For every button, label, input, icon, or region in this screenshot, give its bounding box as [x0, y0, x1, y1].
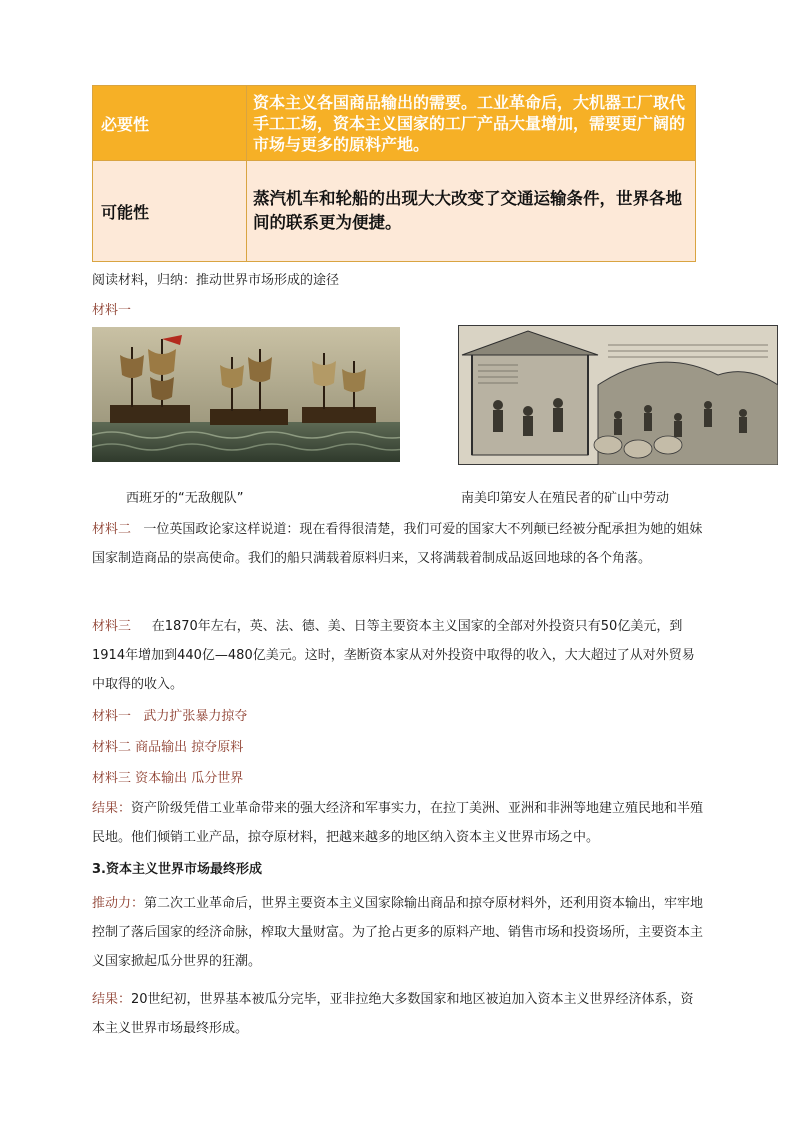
table-row	[93, 161, 696, 262]
armada-caption: 西班牙的“无敌舰队”	[126, 491, 244, 506]
result1-label: 结果：	[92, 801, 132, 816]
material1-heading: 材料一	[92, 303, 132, 318]
summary-line	[92, 708, 247, 726]
summary-text: 武力扩张暴力掠夺	[143, 709, 248, 724]
row-label: 可能性	[93, 161, 247, 262]
summary-text: 商品输出 掠夺原料	[135, 740, 244, 755]
driving-force-text: 第二次工业革命后，世界主要资本主义国家除输出商品和掠夺原材料外，还利用资本输出，牢牢地控制了落后国家的经济命脉，榨取大量财富。为了抢占更多的原料产地、销售市场和投资场所，主要资本主义国家掀起瓜分世界的狂潮。	[92, 896, 704, 969]
result1-paragraph	[92, 794, 704, 852]
row-content: 蒸汽机车和轮船的出现大大改变了交通运输条件，世界各地间的联系更为便捷。	[247, 161, 696, 262]
result2-paragraph	[92, 985, 704, 1043]
driving-force-label: 推动力：	[92, 896, 145, 911]
summary-line	[92, 739, 243, 757]
material2-text: 一位英国政论家这样说道：现在看得很清楚，我们可爱的国家大不列颠已经被分配承担为她的姐妹国家制造商品的崇高使命。我们的船只满载着原料归来，又将满载着制成品返回地球的各个角落。	[92, 522, 703, 566]
material3-label: 材料三	[92, 619, 132, 634]
mine-labor-engraving-image	[458, 325, 778, 465]
row-label: 必要性	[93, 86, 247, 161]
result2-text: 20世纪初，世界基本被瓜分完毕，亚非拉绝大多数国家和地区被迫加入资本主义世界经济体系，资本主义世界市场最终形成。	[92, 992, 694, 1036]
summary-label: 材料二	[92, 740, 132, 755]
armada-ships-image	[92, 327, 400, 462]
summary-label: 材料一	[92, 709, 132, 724]
instruction-text: 阅读材料，归纳：推动世界市场形成的途径	[92, 273, 340, 288]
summary-text: 资本输出 瓜分世界	[135, 771, 244, 786]
mine-labor-caption: 南美印第安人在殖民者的矿山中劳动	[461, 491, 670, 506]
section-heading: 3.资本主义世界市场最终形成	[92, 862, 262, 877]
summary-line	[92, 770, 243, 788]
material2-label: 材料二	[92, 522, 132, 537]
summary-label: 材料三	[92, 771, 132, 786]
row-content: 资本主义各国商品输出的需要。工业革命后，大机器工厂取代手工工场，资本主义国家的工厂产品大量增加，需要更广阔的市场与更多的原料产地。	[247, 86, 696, 161]
necessity-possibility-table	[92, 85, 696, 262]
material3-paragraph	[92, 612, 704, 699]
table-row	[93, 86, 696, 161]
result2-label: 结果：	[92, 992, 132, 1007]
material2-paragraph	[92, 515, 704, 573]
result1-text: 资产阶级凭借工业革命带来的强大经济和军事实力，在拉丁美洲、亚洲和非洲等地建立殖民地和半殖民地。他们倾销工业产品，掠夺原材料，把越来越多的地区纳入资本主义世界市场之中。	[92, 801, 704, 845]
material3-text: 在1870年左右，英、法、德、美、日等主要资本主义国家的全部对外投资只有50亿美元，到1914年增加到440亿—480亿美元。这时，垄断资本家从对外投资中取得的收入，大大超过了从对外贸易中取得的收入。	[92, 619, 695, 692]
driving-force-paragraph	[92, 889, 704, 976]
